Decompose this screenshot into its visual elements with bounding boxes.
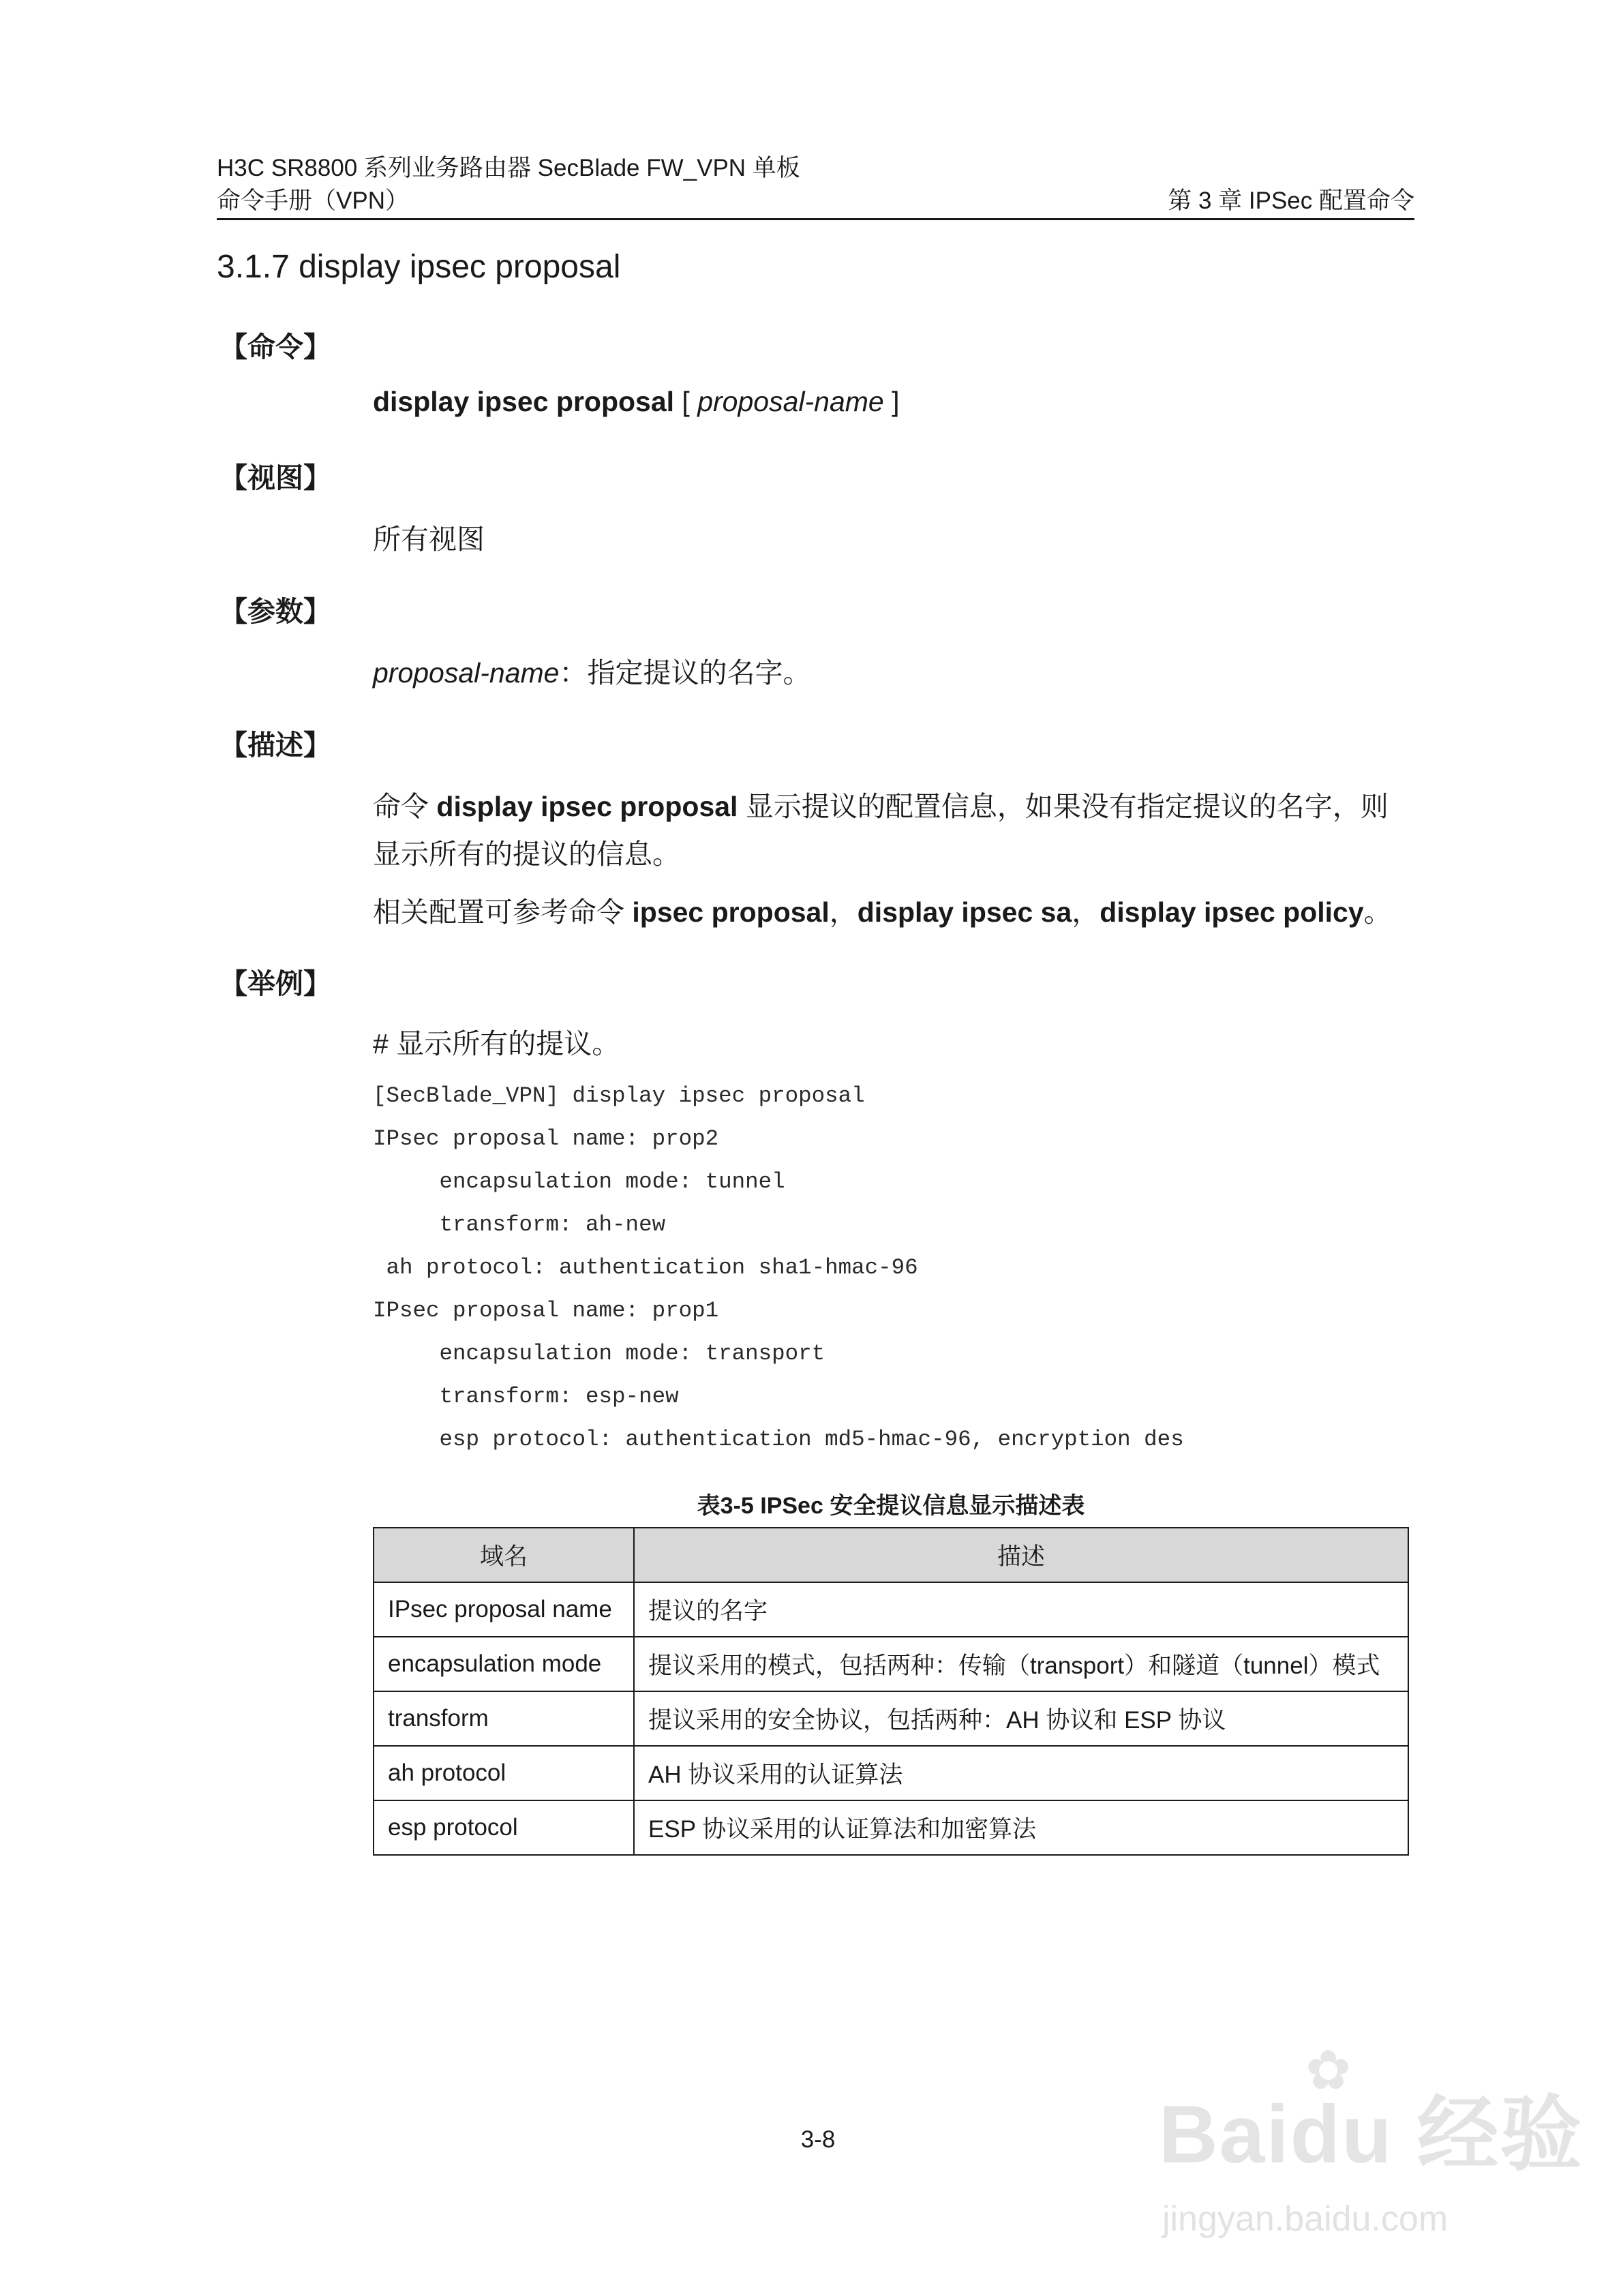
baidu-watermark-url: jingyan.baidu.com bbox=[1162, 2199, 1448, 2239]
code-line: ah protocol: authentication sha1-hmac-96 bbox=[373, 1255, 918, 1280]
command-bracket-open: [ bbox=[674, 386, 698, 417]
code-line: esp protocol: authentication md5-hmac-96, encryption des bbox=[373, 1427, 1184, 1452]
code-line: encapsulation mode: transport bbox=[373, 1341, 825, 1366]
description-paragraph-1-line2: 显示所有的提议的信息。 bbox=[373, 839, 680, 870]
code-line: IPsec proposal name: prop2 bbox=[373, 1126, 719, 1151]
table-cell-field: ah protocol bbox=[374, 1746, 634, 1800]
table-cell-description: AH 协议采用的认证算法 bbox=[634, 1746, 1408, 1800]
description-label: 【描述】 bbox=[219, 729, 331, 761]
table-row bbox=[374, 1691, 1408, 1746]
table-cell-description: 提议采用的安全协议，包括两种：AH 协议和 ESP 协议 bbox=[634, 1691, 1408, 1746]
params-name: proposal-name bbox=[373, 657, 560, 689]
baidu-watermark-logo: Baidu 经验 bbox=[1159, 2089, 1583, 2180]
table-caption: 表3-5 IPSec 安全提议信息显示描述表 bbox=[697, 1493, 1085, 1519]
header-chapter: 第 3 章 IPSec 配置命令 bbox=[1168, 187, 1414, 214]
example-comment: # 显示所有的提议。 bbox=[373, 1028, 620, 1059]
code-line: transform: esp-new bbox=[373, 1384, 679, 1409]
table-cell-description: 提议的名字 bbox=[634, 1582, 1408, 1637]
description-p2-cmd2: display ipsec sa bbox=[857, 896, 1072, 928]
command-bracket-close: ] bbox=[883, 386, 900, 417]
table-cell-description: ESP 协议采用的认证算法和加密算法 bbox=[634, 1800, 1408, 1855]
description-p2-cmd3: display ipsec policy bbox=[1099, 896, 1364, 928]
command-param: proposal-name bbox=[697, 386, 884, 417]
header-title-line2: 命令手册（VPN） bbox=[217, 187, 409, 214]
table-cell-field: encapsulation mode bbox=[374, 1637, 634, 1691]
table-row bbox=[374, 1582, 1408, 1637]
view-label: 【视图】 bbox=[219, 462, 331, 494]
code-line: encapsulation mode: tunnel bbox=[373, 1169, 785, 1194]
table-row bbox=[374, 1746, 1408, 1800]
header-title-line1: H3C SR8800 系列业务路由器 SecBlade FW_VPN 单板 bbox=[217, 155, 800, 181]
description-p1-command: display ipsec proposal bbox=[436, 791, 738, 822]
table-cell-field: esp protocol bbox=[374, 1800, 634, 1855]
page-number: 3-8 bbox=[800, 2126, 836, 2153]
description-p2-pre: 相关配置可参考命令 bbox=[373, 896, 633, 928]
code-line: IPsec proposal name: prop1 bbox=[373, 1298, 719, 1323]
code-line: [SecBlade_VPN] display ipsec proposal bbox=[373, 1083, 865, 1108]
table-header-field: 域名 bbox=[374, 1528, 634, 1582]
description-paragraph-2 bbox=[373, 890, 1392, 930]
section-title: 3.1.7 display ipsec proposal bbox=[217, 249, 621, 285]
description-p2-sep1: ， bbox=[829, 896, 858, 928]
example-label: 【举例】 bbox=[219, 968, 331, 999]
params-desc: ：指定提议的名字。 bbox=[559, 657, 811, 689]
table-row bbox=[374, 1637, 1408, 1691]
description-p1-post: 显示提议的配置信息，如果没有指定提议的名字，则 bbox=[738, 791, 1389, 822]
code-line: transform: ah-new bbox=[373, 1212, 666, 1237]
view-text: 所有视图 bbox=[373, 524, 485, 555]
description-paragraph-1 bbox=[373, 784, 1389, 824]
table-cell-description: 提议采用的模式，包括两种：传输（transport）和隧道（tunnel）模式 bbox=[634, 1637, 1408, 1691]
header-rule bbox=[217, 218, 1414, 220]
table-header-row bbox=[374, 1528, 1408, 1582]
params-text bbox=[373, 650, 811, 691]
params-label: 【参数】 bbox=[219, 596, 331, 627]
table-cell-field: IPsec proposal name bbox=[374, 1582, 634, 1637]
description-p2-cmd1: ipsec proposal bbox=[632, 896, 830, 928]
table-cell-field: transform bbox=[374, 1691, 634, 1746]
description-p1-pre: 命令 bbox=[373, 791, 437, 822]
field-description-table bbox=[373, 1527, 1409, 1856]
command-syntax bbox=[373, 386, 900, 418]
table-header-description: 描述 bbox=[634, 1528, 1408, 1582]
command-label: 【命令】 bbox=[219, 331, 331, 363]
command-keyword: display ipsec proposal bbox=[373, 386, 675, 417]
description-p2-end: 。 bbox=[1363, 896, 1392, 928]
description-p2-sep2: ， bbox=[1072, 896, 1100, 928]
paw-icon: ✿ bbox=[1305, 2040, 1352, 2100]
table-row bbox=[374, 1800, 1408, 1855]
